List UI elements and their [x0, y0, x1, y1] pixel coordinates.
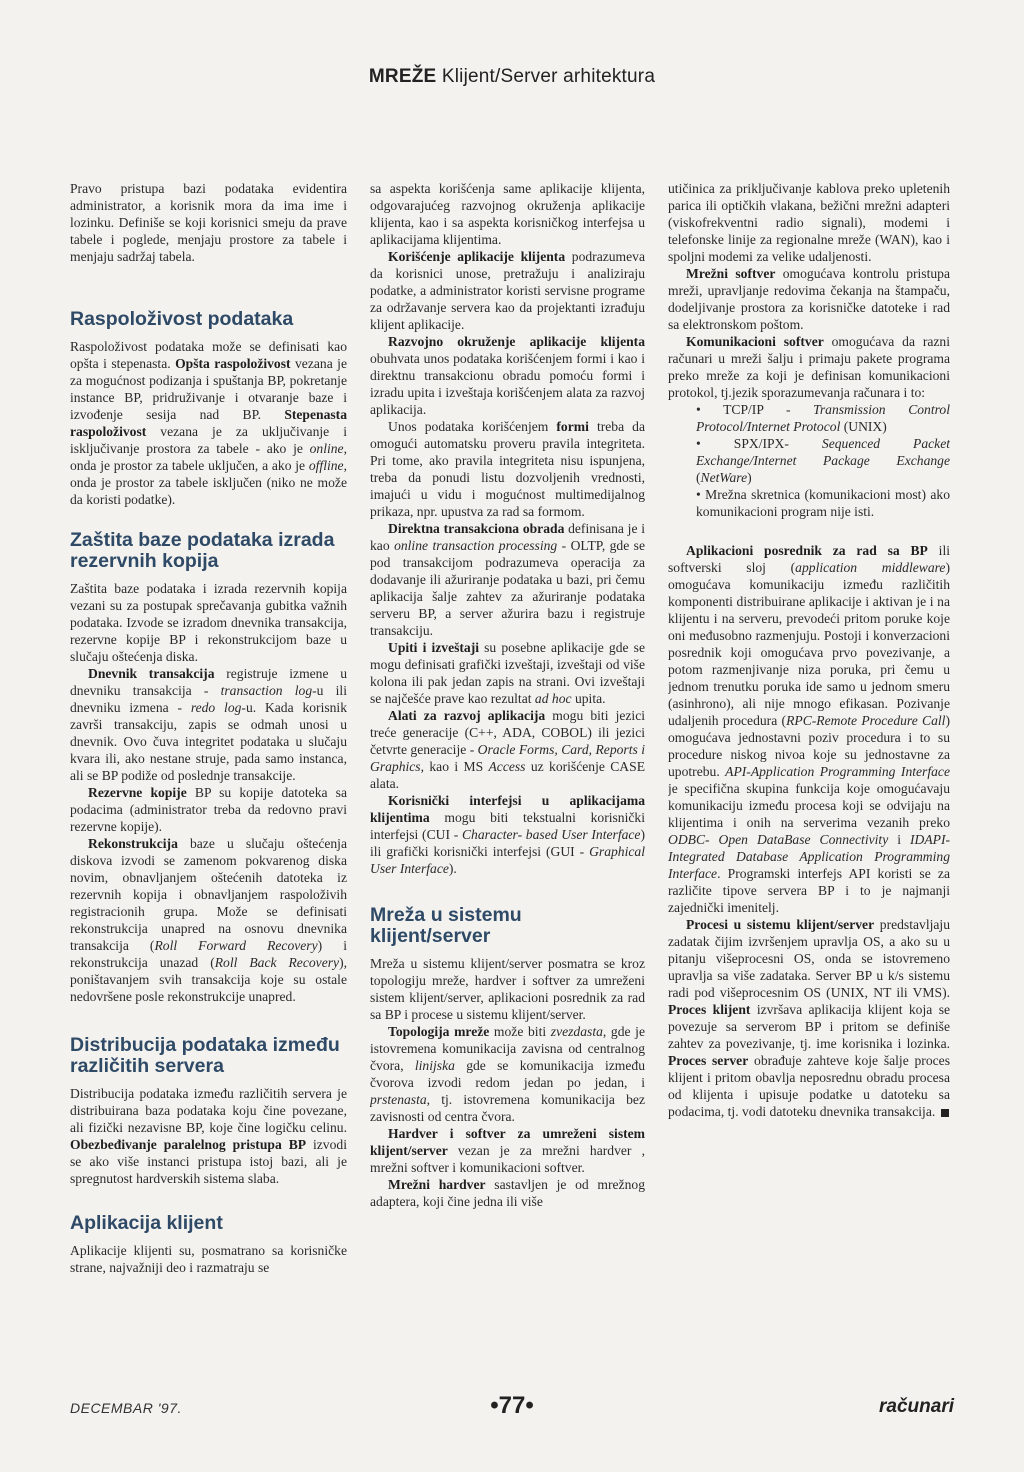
middleware-paragraph: Aplikacioni posrednik za rad sa BP ili softverski sloj (application middleware) omogućava komunikaciju između različitih komponenti distribuirane aplikacije i aktivan je i na klijentu i na serveru, prevodeći pritom poruke koje oni međusobno razmenjuju. Postoji i konverzacioni posrednik koji omogućava prvo povezivanje, a potom razmenjivanje niza poruka, pri čemu u jednom trenutku poruka ide samo u jednom smeru (asinhrono), ali nije mnogo efikasan. Pozivanje udaljenih procedura (RPC-Remote Procedure Call) omogućava jednostavni poziv procedura i to su procedure niskog nivoa koje su jednostavne za upotrebu. API-Application Programming Interface je specifična skupina funkcija koje omogućavaju komunikaciju između procesa koji se odvijaju na klijentima i onih na serverima vezanih preko ODBC- Open DataBase Connectivity i IDAPI- Integrated Database Application Programming Interface. Programski interfejs API koristi se za različite tipove servera BP i to je najmanji zajednički imenitelj.: [668, 543, 950, 915]
client-usage-paragraph: Korišćenje aplikacije klijenta podrazumeva da korisnici unose, pretražuju i analiziraju podatke, a administrator koristi servisne programe za održavanje servera kao da projektanti izrađuju klijent aplikacije.: [370, 249, 645, 332]
recovery-paragraph: Rekonstrukcija baze u slučaju oštećenja diskova izvodi se zamenom pokvarenog diska novim, obnavljanjem oštećenih datoteka iz rezervnih kopija i obnavljanjem raspoloživih registracionih grupa. Može se definisati rekonstrukcija unapred na osnovu dnevnika transakcija (Roll Forward Recovery) i rekonstrukcija unazad (Roll Back Recovery), poništavanjem svih transakcija koje su ostale nedovršene posle rekonstrukcije unapred.: [70, 836, 347, 1004]
availability-paragraph: Raspoloživost podataka može se definisati kao opšta i stepenasta. Opšta raspoloživost vezana je za mogućnost podizanja i spuštanja BP, pokretanje instance BP, pridruživanje i otvaranje baze i izvođenje sesija nad BP. Stepenasta raspoloživost vezana je za uključivanje i isključivanje prostora za tabele - ako je online, onda je prostor za tabele uključen, a ako je offline, onda je prostor za tabele isključen (niko ne može da koristi podatke).: [70, 339, 347, 507]
heading-availability: Raspoloživost podataka: [70, 308, 294, 330]
topology-paragraph: Topologija mreže može biti zvezdasta, gde je istovremena komunikacija zavisna od centralnog čvora, linijska gde se komunikacija između čvorova izvodi redom jedan po jedan, i prstenasta, tj. istovremena komunikacija bez zavisnosti od centra čvora.: [370, 1024, 645, 1124]
hw-sw-paragraph: Hardver i softver za umreženi sistem klijent/server vezan je za mrežni hardver , mrežni softver i komunikacioni softver.: [370, 1126, 645, 1175]
header-subtitle: Klijent/Server arhitektura: [441, 66, 656, 87]
issue-date: DECEMBAR '97.: [70, 1400, 182, 1416]
intro-paragraph: Pravo pristupa bazi podataka evidentira administrator, a korisnik mora da ima ime i lozinku. Definiše se koji korisnici smeju da prave tabele i poglede, menjaju prostore za tabele i menjaju sadržaj tabela.: [70, 181, 347, 264]
oltp-paragraph: Direktna transakciona obrada definisana je i kao online transaction processing - OLTP, gde se pod transakcijom podrazumeva operacija za dodavanje ili ažuriranje podataka u bazi, pri čemu aplikacija šalje zahtev za ažuriranje podataka serveru BP, a server ažurira bazu i registruje transakciju.: [370, 521, 645, 638]
user-interface-paragraph: Korisnički interfejsi u aplikacijama klijentima mogu biti tekstualni korisnički interfejsi (CUI - Character- based User Interface) ili grafički korisnički interfejsi (GUI - Graphical User Interface).: [370, 793, 645, 876]
reports-paragraph: Upiti i izveštaji su posebne aplikacije gde se mogu definisati grafički izveštaji, izveštaji od više kolona ili pak jedan zapis na strani. Ovi izveštaji se najčešće prave kao rezultat ad hoc upita.: [370, 640, 645, 706]
heading-distribution: Distribucija podataka između različitih servera: [70, 1034, 340, 1077]
end-of-article-icon: [941, 1109, 949, 1117]
list-item: • TCP/IP - Transmission Control Protocol/Internet Protocol (UNIX): [696, 402, 950, 434]
running-header: [0, 66, 1024, 88]
client-aspects-paragraph: sa aspekta korišćenja same aplikacije klijenta, odgovarajućeg razvojnog okruženja aplikacije klijenta, kao i sa aspekta korisničkog interfejsa u aplikacijama klijentima.: [370, 181, 645, 247]
network-hardware-paragraph: Mrežni hardver sastavljen je od mrežnog adaptera, koji čine jedna ili više: [370, 1177, 645, 1209]
column-1: [70, 180, 347, 1365]
header-section: MREŽE: [368, 66, 437, 87]
list-item: • SPX/IPX- Sequenced Packet Exchange/Internet Package Exchange (NetWare): [696, 436, 950, 485]
backup-copies-paragraph: Rezervne kopije BP su kopije datoteka sa podacima (administrator treba da redovno pravi rezervne kopije).: [70, 785, 347, 834]
page-number: •77•: [490, 1392, 534, 1419]
communication-software-paragraph: Komunikacioni softver omogućava da razni računari u mreži šalju i primaju pakete programa preko mreže za koji je definisan komunikacioni protokol, tj.jezik sporazumevanja računara i to:: [668, 334, 950, 400]
list-item: • Mrežna skretnica (komunikacioni most) ako komunikacioni program nije isti.: [696, 487, 950, 519]
transaction-log-paragraph: Dnevnik transakcija registruje izmene u dnevniku transakcija - transaction log-u ili dnevniku izmena - redo log-u. Kada korisnik završi transakciju, zapis se odmah unosi u dnevnik. Ovo čuva integritet podataka u slučaju kvara ili, ako nestane struje, pada samo instanca, ali se BP podiže od poslednje transakcije.: [70, 666, 347, 783]
distribution-paragraph: Distribucija podataka između različitih servera je distribuirana baza podataka koju čine povezane, ali fizički nezavisne BP, koje čine logičku celinu. Obezbeđivanje paralelnog pristupa BP izvodi se ako više instanci pristupa istoj bazi, ali je spregnutost hardverskih sistema slaba.: [70, 1086, 347, 1186]
heading-network: Mreža u sistemu klijent/server: [370, 904, 522, 947]
forms-paragraph: Unos podataka korišćenjem formi treba da omogući automatsku proveru pravila integriteta. Pri tome, ako pravila integriteta nisu ispunjena, treba da ponudi listu dozvoljenih vrednosti, imajući u vidu i mogućnost multimedijalnog prikaza, npr. upustva za rad sa formom.: [370, 419, 645, 519]
column-3: [668, 180, 950, 1365]
dev-tools-paragraph: Alati za razvoj aplikacija mogu biti jezici treće generacije (C++, ADA, COBOL) ili jezici četvrte generacije - Oracle Forms, Card, Reports i Graphics, kao i MS Access uz korišćenje CASE alata.: [370, 708, 645, 791]
network-software-paragraph: Mrežni softver omogućava kontrolu pristupa mreži, upravljanje redovima čekanja na štampaču, dodeljivanje prostora za korisničke datoteke i rad sa elektronskom poštom.: [668, 266, 950, 332]
network-paragraph: Mreža u sistemu klijent/server posmatra se kroz topologiju mreže, hardver i softver za umreženi sistem klijent/server, aplikacioni posrednik za rad sa BP i procese u sistemu klijent/server.: [370, 956, 645, 1022]
magazine-brand: računari: [879, 1396, 954, 1417]
protocol-list: [668, 401, 950, 520]
column-2: [370, 180, 645, 1365]
page-footer: [0, 1392, 1024, 1432]
network-hardware-continued: utičinica za priključivanje kablova preko upletenih parica ili optičkih vlakana, bežični mrežni adapteri (viskofrekventni radio signali), modemi i telefonske linije za regionalne mreže (WAN), kao i spoljni modemi za velike udaljenosti.: [668, 181, 950, 264]
heading-client-app: Aplikacija klijent: [70, 1212, 223, 1234]
client-app-paragraph: Aplikacije klijenti su, posmatrano sa korisničke strane, najvažniji deo i razmatraju se: [70, 1243, 347, 1275]
processes-paragraph: Procesi u sistemu klijent/server predstavljaju zadatak čijim izvršenjem upravlja OS, a ako su u pitanju višeprocesni OS, onda se istovremeno upravlja sa više zadataka. Server BP u k/s sistemu radi pod višeprocesnim OS (UNIX, NT ili VMS). Proces klijent izvršava aplikacija klijent koja se povezuje sa serverom BP i pritom se definiše zahtev za povezivanje, tj. ime korisnika i lozinka. Proces server obrađuje zahteve koje šalje proces klijent i pritom obavlja neposrednu obradu procesa od klijenta i upisuje podatke u datoteku sa podacima, tj. vodi datoteku dnevnika transakcija.: [668, 917, 950, 1119]
heading-backup: Zaštita baze podataka izrada rezervnih kopija: [70, 529, 335, 572]
dev-environment-paragraph: Razvojno okruženje aplikacije klijenta obuhvata unos podataka korišćenjem formi i kao i direktnu transakcionu obradu pomoću formi i izradu upita i izveštaja korišćenjem alata za razvoj aplikacija.: [370, 334, 645, 417]
backup-paragraph: Zaštita baze podataka i izrada rezervnih kopija vezani su za postupak sprečavanja gubitka važnih podataka. Izvode se izradom dnevnika transakcija, rezervne kopije BP i rekonstrukcijom baze u slučaju oštećenja diska.: [70, 581, 347, 664]
